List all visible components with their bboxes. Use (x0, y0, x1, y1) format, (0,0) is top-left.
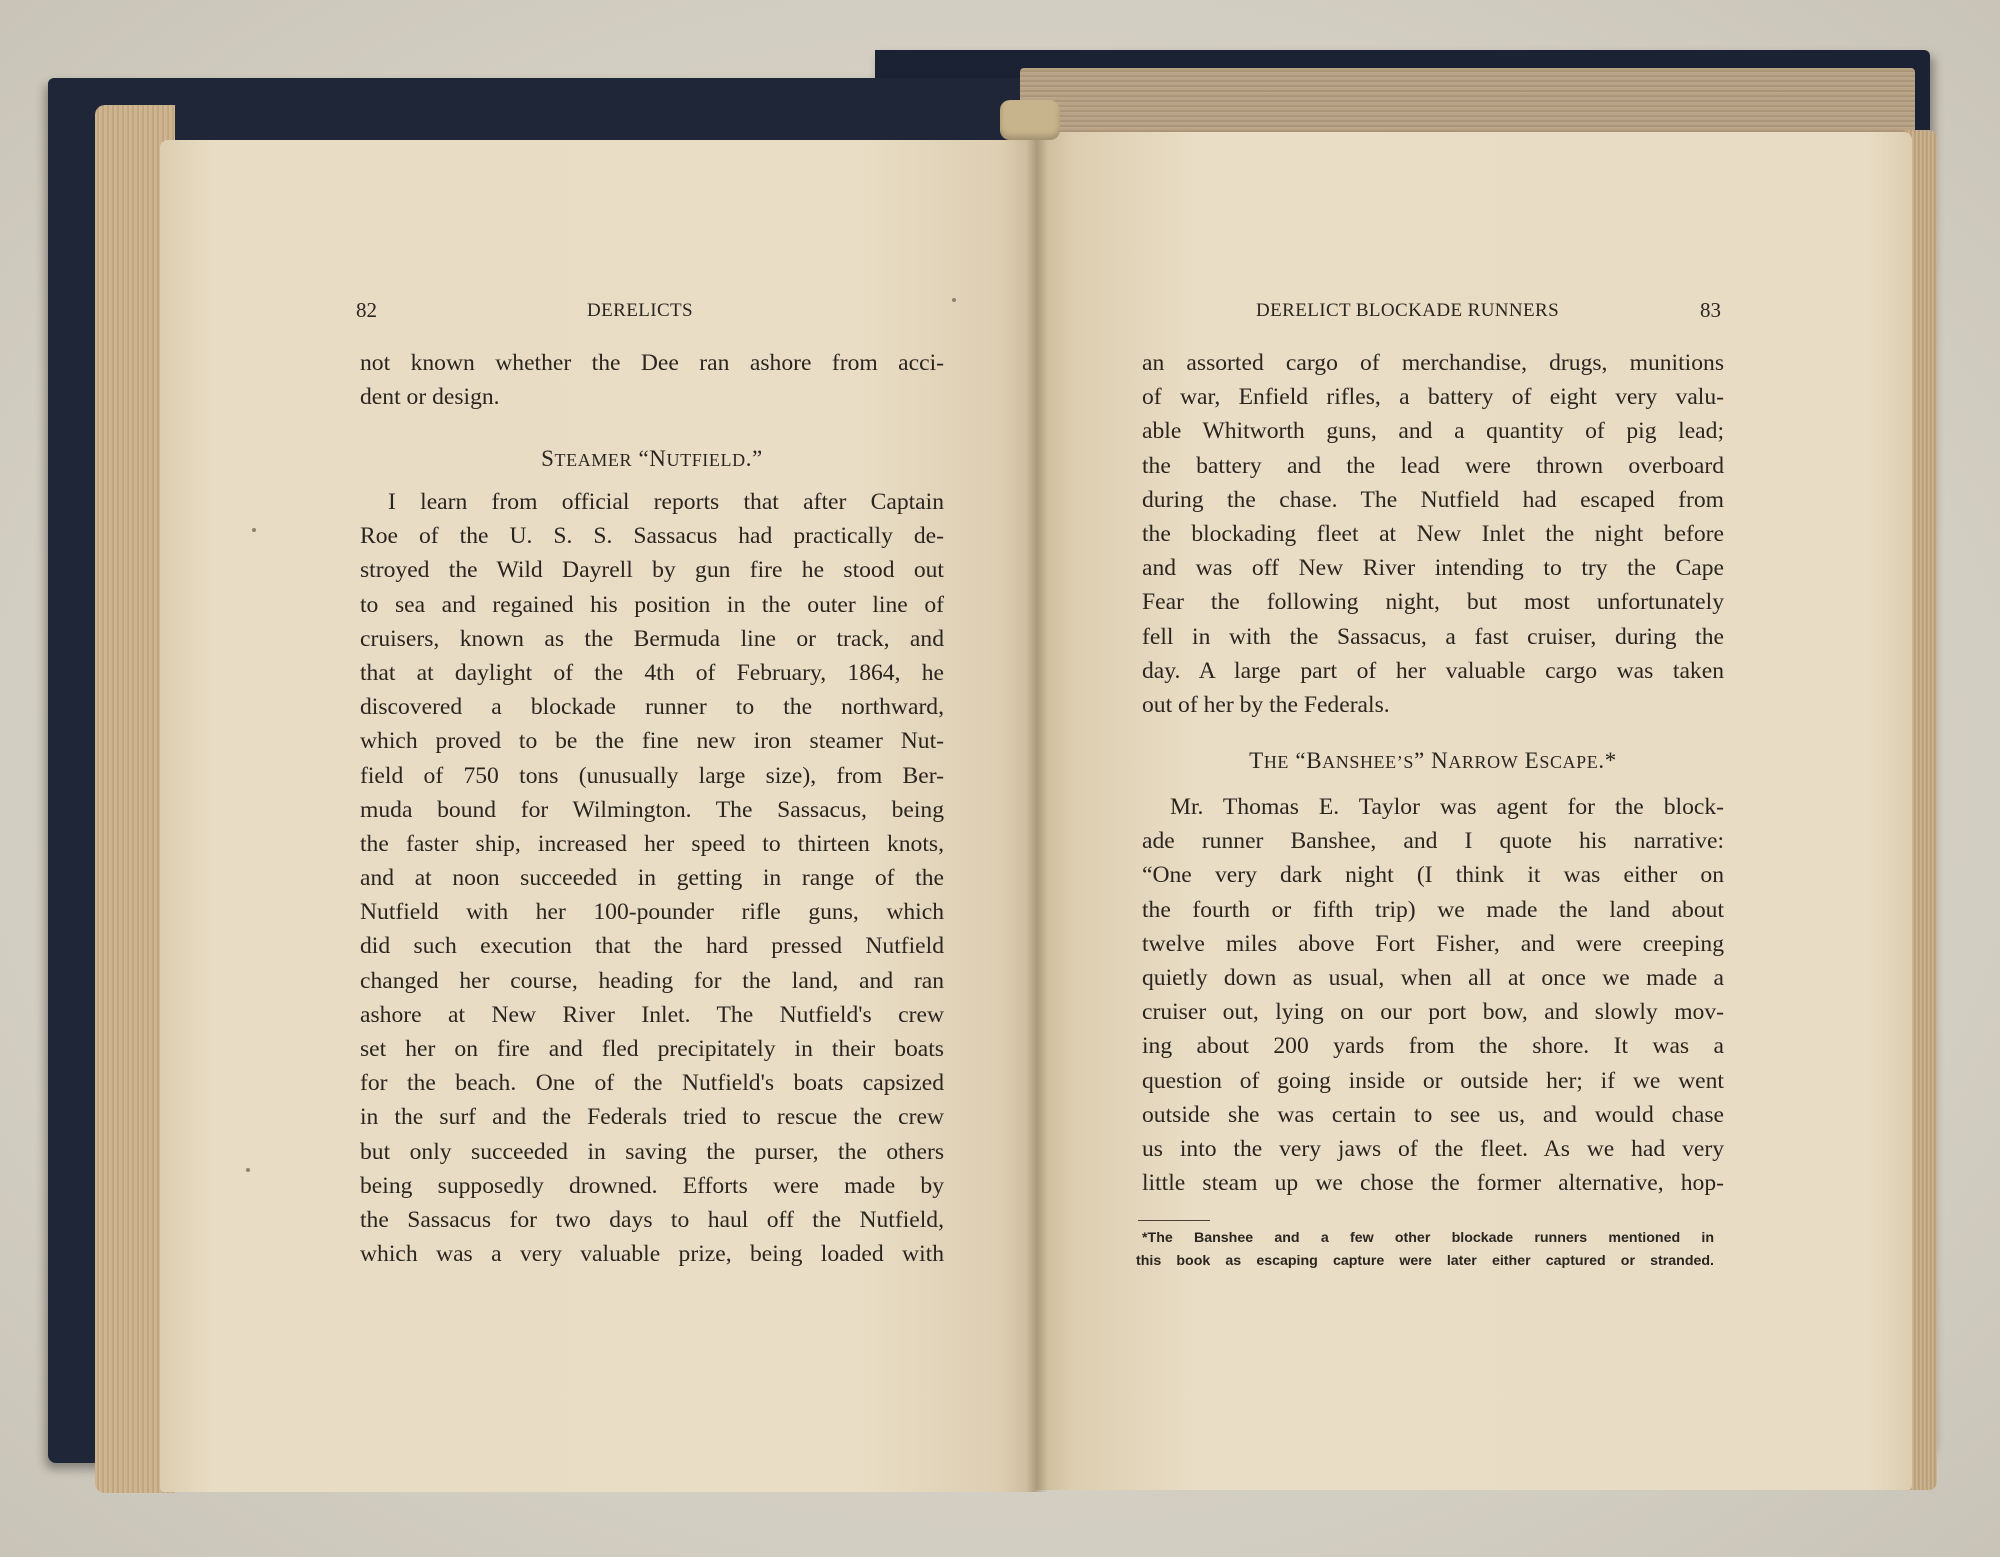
right-running-head: DERELICT BLOCKADE RUNNERS (1256, 300, 1560, 321)
paper-speck (246, 1168, 250, 1172)
text-line: in the surf and the Federals tried to rescue the crew (360, 1104, 944, 1131)
text-line: cruisers, known as the Bermuda line or track, and (360, 625, 944, 652)
text-line: day. A large part of her valuable cargo was taken (1142, 657, 1724, 684)
text-line: during the chase. The Nutfield had escaped from (1142, 486, 1724, 513)
text-line: outside she was certain to see us, and would chase (1142, 1101, 1724, 1128)
text-line: the battery and the lead were thrown overboard (1142, 452, 1724, 479)
text-line: dent or design. (360, 384, 500, 411)
text-line: “One very dark night (I think it was either on (1142, 862, 1724, 889)
text-line: and was off New River intending to try the Cape (1142, 555, 1724, 582)
section-heading-nutfield: STEAMER “NUTFIELD.” (541, 446, 763, 471)
text-line: us into the very jaws of the fleet. As we had very (1142, 1135, 1724, 1162)
text-line: of war, Enfield rifles, a battery of eight very valu- (1142, 384, 1724, 411)
text-line: Mr. Thomas E. Taylor was agent for the block- (1170, 794, 1724, 820)
text-line: able Whitworth guns, and a quantity of pig lead; (1142, 418, 1724, 445)
left-running-head: DERELICTS (587, 300, 693, 321)
text-line: the faster ship, increased her speed to thirteen knots, (360, 830, 944, 857)
text-line: to sea and regained his position in the outer line of (360, 591, 944, 618)
text-line: the blockading fleet at New Inlet the night before (1142, 520, 1724, 547)
left-page-number: 82 (356, 298, 377, 322)
footnote-line: this book as escaping capture were later either captured or stranded. (1136, 1253, 1714, 1269)
right-top-paragraph (1142, 346, 1724, 722)
text-line: little steam up we chose the former alternative, hop- (1142, 1170, 1724, 1197)
text-line: I learn from official reports that after Captain (388, 489, 944, 515)
left-top-paragraph (360, 346, 944, 414)
text-line: and at noon succeeded in getting in range of the (360, 865, 944, 892)
paper-speck (952, 298, 956, 302)
text-line: the fourth or fifth trip) we made the land about (1142, 896, 1724, 923)
text-line: stroyed the Wild Dayrell by gun fire he stood out (360, 557, 944, 584)
text-line: twelve miles above Fort Fisher, and were creeping (1142, 930, 1724, 957)
text-line: discovered a blockade runner to the northward, (360, 694, 944, 721)
footnote-line: *The Banshee and a few other blockade runners mentioned in (1142, 1230, 1714, 1246)
text-line: changed her course, heading for the land, and ran (360, 967, 944, 994)
text-line: Nutfield with her 100-pounder rifle guns, which (360, 899, 944, 926)
text-line: Fear the following night, but most unfortunately (1142, 589, 1724, 616)
left-body-paragraph (360, 485, 944, 1271)
text-line: an assorted cargo of merchandise, drugs, munitions (1142, 350, 1724, 376)
footnote (1136, 1227, 1714, 1273)
text-line: did such execution that the hard pressed Nutfield (360, 933, 944, 960)
book-gutter (1026, 132, 1048, 1492)
text-line: not known whether the Dee ran ashore from acci- (360, 350, 944, 376)
text-line: fell in with the Sassacus, a fast cruiser, during the (1142, 623, 1724, 650)
page-edges-top (1020, 68, 1915, 138)
text-line: which proved to be the fine new iron steamer Nut- (360, 728, 944, 755)
text-line: that at daylight of the 4th of February, 1864, he (360, 659, 944, 686)
text-line: field of 750 tons (unusually large size), from Ber- (360, 762, 944, 789)
text-line: muda bound for Wilmington. The Sassacus, being (360, 796, 944, 823)
text-line: ashore at New River Inlet. The Nutfield's crew (360, 1001, 944, 1028)
paper-speck (252, 528, 256, 532)
text-line: being supposedly drowned. Efforts were made by (360, 1172, 944, 1199)
text-line: set her on fire and fled precipitately in their boats (360, 1036, 944, 1062)
text-line: question of going inside or outside her; if we went (1142, 1067, 1724, 1094)
text-line: for the beach. One of the Nutfield's boats capsized (360, 1070, 944, 1097)
headband (1000, 100, 1060, 140)
right-page-number: 83 (1700, 298, 1721, 322)
text-line: the Sassacus for two days to haul off the Nutfield, (360, 1206, 944, 1233)
right-body-paragraph (1142, 790, 1724, 1200)
text-line: ade runner Banshee, and I quote his narrative: (1142, 828, 1724, 855)
text-line: ing about 200 yards from the shore. It was a (1142, 1033, 1724, 1060)
text-line: but only succeeded in saving the purser, the others (360, 1138, 944, 1165)
footnote-rule (1138, 1220, 1210, 1221)
text-line: cruiser out, lying on our port bow, and slowly mov- (1142, 999, 1724, 1026)
text-line: Roe of the U. S. S. Sassacus had practically de- (360, 523, 944, 550)
text-line: out of her by the Federals. (1142, 691, 1390, 718)
section-heading-banshee: THE “BANSHEE’S” NARROW ESCAPE.* (1249, 748, 1617, 773)
text-line: quietly down as usual, when all at once we made a (1142, 964, 1724, 991)
text-line: which was a very valuable prize, being loaded with (360, 1241, 944, 1268)
